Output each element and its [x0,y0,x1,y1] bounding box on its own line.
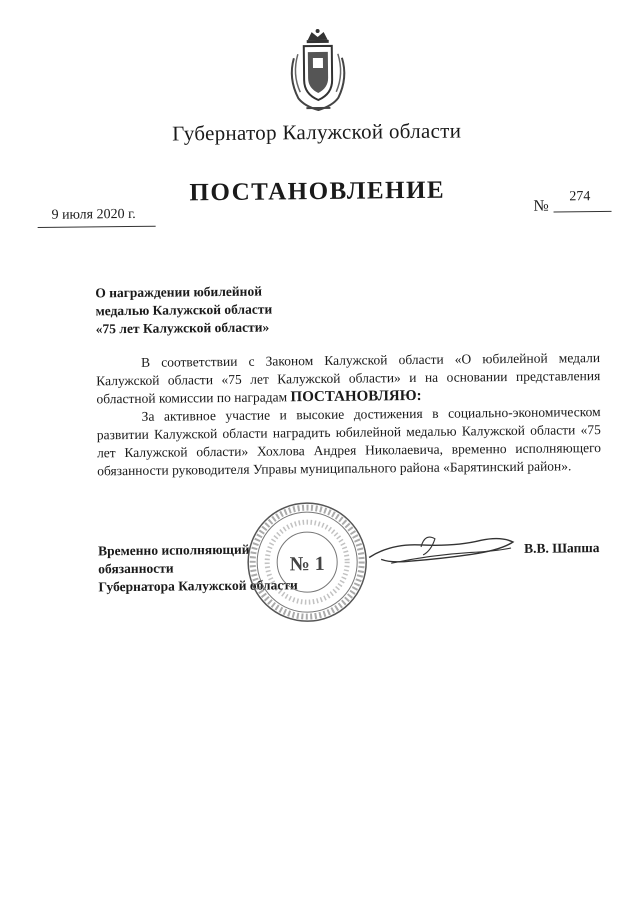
coat-of-arms-icon [286,28,351,115]
document-body [96,349,601,480]
subject-line: медалью Калужской области [95,300,295,320]
document-type-title: ПОСТАНОВЛЕНИЕ [0,175,637,210]
body-paragraph: За активное участие и высокие достижения в социально-экономическом развитии Калужской области наградить юбилейной медалью Калужской области «75 лет Калужской области» Хохлова Андрея Николаевича, временно исполняющего обязанности руководителя Управы муниципального района «Барятинский район». [97,403,602,480]
number-label: № [533,198,548,216]
document-date: 9 июля 2020 г. [51,207,135,224]
number-underline [554,211,612,213]
signer-role-line: Временно исполняющий обязанности [98,540,328,578]
handwritten-signature-icon [361,524,522,576]
date-underline [38,226,156,228]
signer-name: В.В. Шапша [524,540,600,557]
document-subject [95,282,296,338]
document-number: 274 [569,189,590,205]
subject-line: О награждении юбилейной [95,282,295,302]
body-paragraph [96,349,601,408]
official-seal-icon [245,499,370,624]
seal-center-mark: № 1 [290,553,325,575]
paragraph-text: В соответствии с Законом Калужской области «О юбилейной медали Калужской области «75 лет Калужской области» и на основании представления областной комиссии по наградам [96,350,600,406]
governor-title: Губернатор Калужской области [0,117,637,149]
subject-line: «75 лет Калужской области» [96,318,296,338]
signer-role-line: Губернатора Калужской области [98,576,328,596]
decree-word: ПОСТАНОВЛЯЮ: [290,388,421,405]
